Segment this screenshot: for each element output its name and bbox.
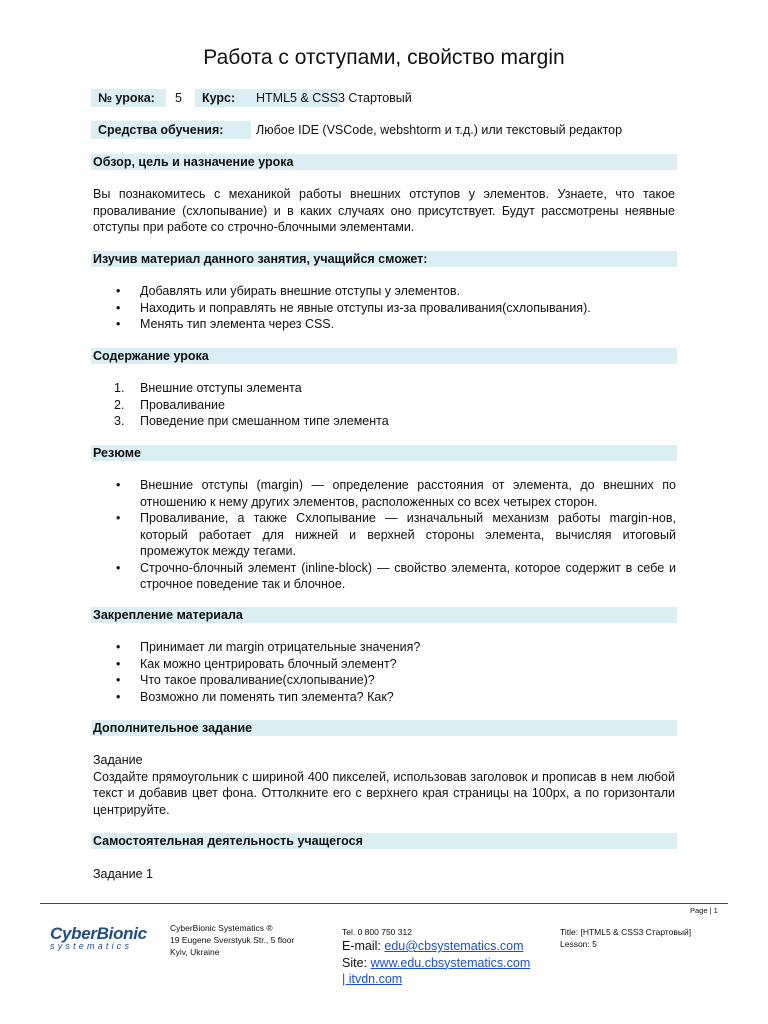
- site-link[interactable]: www.edu.cbsystematics.com: [370, 955, 531, 970]
- page-number: Page | 1: [690, 906, 718, 915]
- footer-doc-info: [560, 926, 691, 950]
- course-value: HTML5 & CSS3 Стартовый: [256, 91, 412, 105]
- bullet-icon: •: [116, 673, 121, 687]
- footer-contacts: Tel. 0 800 750 312 E-mail: edu@cbsystematics.com Site: www.edu.cbsystematics.com | itvdn.com: [342, 927, 531, 986]
- list-item: • Принимает ли margin отрицательные значения?: [116, 640, 421, 654]
- overview-text: Вы познакомитесь с механикой работы внешних отступов у элементов. Узнаете, что такое проваливание (схлопывание) и в каких случаях оно присутствует. Будут рассмотрены неявные отступы при работе со строчно-блочными элементами.: [93, 187, 675, 234]
- list-item: • Менять тип элемента через CSS.: [116, 317, 335, 331]
- bullet-icon: •: [116, 317, 121, 331]
- review-heading: Закрепление материала: [91, 607, 677, 623]
- review-list: [0, 639, 676, 705]
- cyberbionic-logo: CyberBionic systematics: [50, 924, 147, 951]
- contents-heading: Содержание урока: [91, 348, 677, 364]
- bullet-icon: •: [116, 560, 121, 575]
- bullet-icon: •: [116, 478, 121, 492]
- list-item: • Добавлять или убирать внешние отступы у элементов.: [116, 284, 460, 298]
- list-item: • Что такое проваливание(схлопывание)?: [116, 673, 375, 687]
- lesson-meta-row: [91, 89, 691, 107]
- bullet-icon: •: [116, 640, 121, 654]
- list-item: 3. Поведение при смешанном типе элемента: [114, 414, 389, 428]
- list-item: 2. Проваливание: [114, 397, 225, 412]
- overview-heading: Обзор, цель и назначение урока: [91, 154, 677, 170]
- list-item: • Находить и поправлять не явные отступы из-за проваливания(схлопывания).: [116, 300, 591, 315]
- extra-label: Задание: [93, 753, 143, 767]
- page-title: Работа с отступами, свойство margin: [203, 46, 565, 69]
- footer-divider: [40, 903, 728, 904]
- footer-lesson: Lesson: 5: [560, 939, 597, 949]
- course-label: Курс:: [195, 89, 340, 107]
- bullet-icon: •: [116, 300, 121, 315]
- bullet-icon: •: [116, 284, 121, 298]
- tools-value: Любое IDE (VSCode, webshtorm и т.д.) или текстовый редактор: [256, 123, 623, 137]
- itvdn-link[interactable]: | itvdn.com: [342, 972, 403, 986]
- selfwork-label: Задание 1: [93, 867, 154, 881]
- tools-meta-row: [91, 121, 691, 139]
- footer-company: CyberBionic Systematics ® 19 Eugene Sverstyuk Str., 5 floor Kyiv, Ukraine: [170, 923, 295, 957]
- email-link[interactable]: edu@cbsystematics.com: [384, 939, 524, 953]
- footer-doc-title: Title: [HTML5 & CSS3 Стартовый]: [560, 927, 692, 937]
- list-item: • Проваливание, а также Схлопывание — изначальный механизм работы margin-нов, который работает для нижней и верхней стороны элемента, вычисляя итоговый промежуток между тегами.: [116, 511, 676, 558]
- list-item: • Возможно ли поменять тип элемента? Как?: [116, 689, 394, 704]
- outcomes-list: [0, 283, 676, 333]
- list-item: • Внешние отступы (margin) — определение расстояния от элемента, до внешних по отношению к нему других элементов, расположенных со всех четырех сторон.: [116, 478, 676, 509]
- list-item: 1. Внешние отступы элемента: [114, 381, 302, 395]
- bullet-icon: •: [116, 689, 121, 704]
- contents-list: [0, 380, 676, 430]
- selfwork-heading: Самостоятельная деятельность учащегося: [91, 833, 677, 849]
- tools-label: Средства обучения:: [91, 121, 251, 139]
- list-item: • Строчно-блочный элемент (inline-block) — свойство элемента, которое содержит в себе и строчное поведение так и блочное.: [116, 560, 676, 591]
- summary-heading: Резюме: [91, 445, 677, 461]
- outcomes-heading: Изучив материал данного занятия, учащийся сможет:: [91, 251, 677, 267]
- bullet-icon: •: [116, 511, 121, 525]
- list-item: • Как можно центрировать блочный элемент?: [116, 656, 397, 671]
- bullet-icon: •: [116, 656, 121, 671]
- footer-tel: Tel. 0 800 750 312: [342, 927, 412, 937]
- extra-heading: Дополнительное задание: [91, 720, 677, 736]
- extra-text: Создайте прямоугольник с шириной 400 пикселей, использовав заголовок и прописав в нем любой текст и добавив цвет фона. Оттолкните его с верхнего края страницы на 100px, а по горизонтали центрируйте.: [93, 769, 675, 817]
- lesson-number-label: № урока:: [91, 89, 166, 107]
- lesson-number-value: 5: [175, 91, 182, 105]
- summary-list: [0, 477, 676, 593]
